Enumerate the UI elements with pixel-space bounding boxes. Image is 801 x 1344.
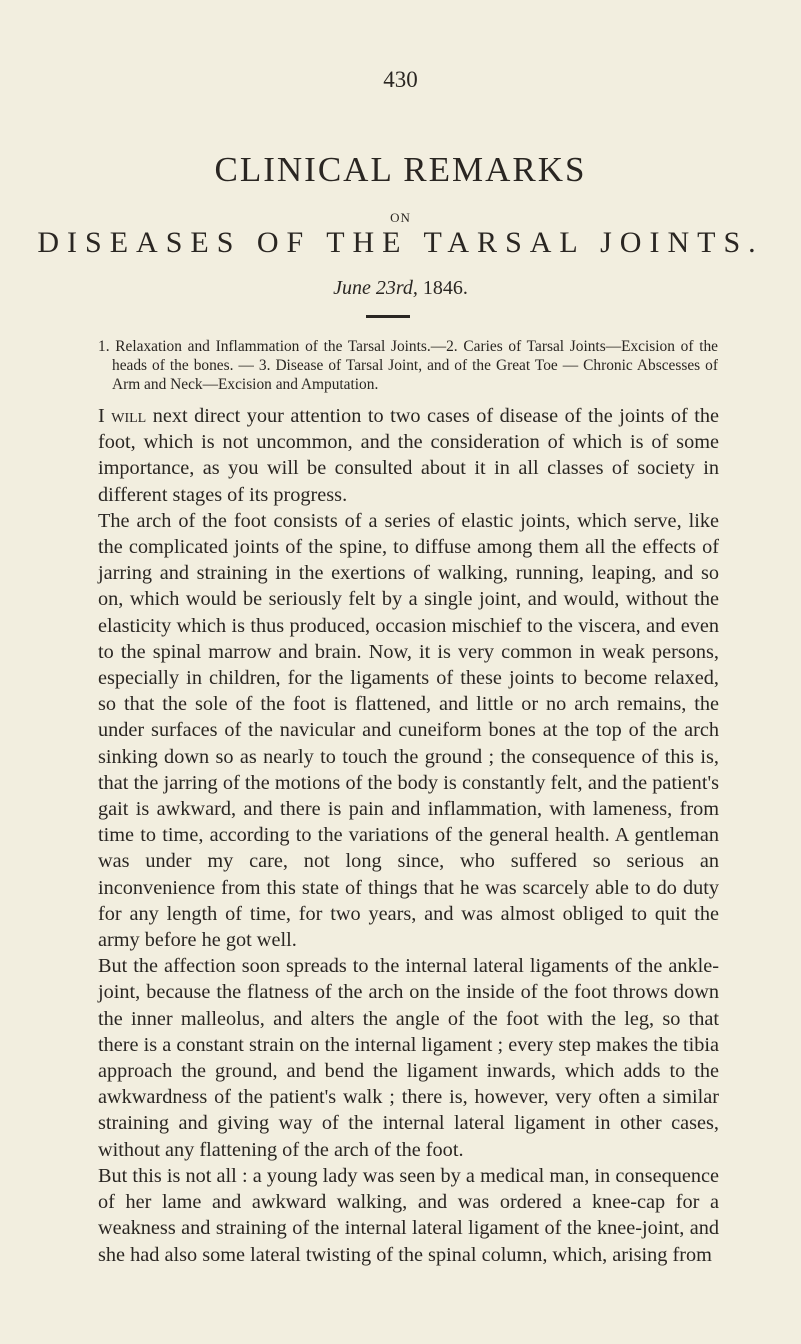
paragraph-3-text: But the affection soon spreads to the internal lateral ligaments of the ankle-joint, because the flatness of the arch on the inside of the foot throws down the inner malleolus, and alters the angle of the foot with the leg, so that there is a constant strain on the internal ligament ; every step makes the tibia approach the ground, and bend the ligament inwards, which adds to the awkwardness of the patient's walk ; there is, however, very often a similar straining and giving way of the internal lateral ligament in other cases, without any flattening of the arch of the foot. (98, 955, 719, 1161)
paragraph-1-text: next direct your attention to two cases of disease of the joints of the foot, which is not uncommon, and the consideration of which is of some importance, as you will be consulted about it in all classes of society in different stages of its progress. (98, 405, 719, 506)
paragraph-2-text: The arch of the foot consists of a series of elastic joints, which serve, like the complicated joints of the spine, to diffuse among them all the effects of jarring and straining in the exertions of walking, running, leaping, and so on, which would be seriously felt by a single joint, and would, without the elasticity which is thus produced, occasion mischief to the viscera, and even to the spinal marrow and brain. Now, it is very common in weak persons, especially in children, for the ligaments of these joints to become relaxed, so that the sole of the foot is flattened, and little or no arch remains, the under surfaces of the navicular and cuneiform bones at the top of the arch sinking down so as nearly to touch the ground ; the consequence of this is, that the jarring of the motions of the body is constantly felt, and the patient's gait is awkward, and there is pain and inflammation, with lameness, from time to time, according to the variations of the general health. A gentleman was under my care, not long since, who suffered so serious an inconvenience from this state of things that he was scarcely able to do duty for any length of time, for two years, and was almost obliged to quit the army before he got well. (98, 509, 719, 952)
lecture-date (0, 277, 801, 300)
chapter-subtitle: DISEASES OF THE TARSAL JOINTS. (37, 226, 764, 259)
paragraph-3 (98, 953, 719, 1163)
paragraph-4 (98, 1163, 719, 1268)
date-year: 1846. (422, 277, 468, 299)
paragraph-2 (98, 508, 719, 953)
summary-text: 1. Relaxation and Inflammation of the Tarsal Joints.—2. Caries of Tarsal Joints—Excision of the heads of the bones. — 3. Disease of Tarsal Joint, and of the Great Toe — Chronic Abscesses of Arm and Neck—Excision and Amputation. (98, 338, 718, 393)
chapter-summary (98, 337, 718, 394)
page-number: 430 (383, 67, 418, 92)
chapter-title: CLINICAL REMARKS (214, 150, 587, 189)
title-connector: ON (390, 210, 411, 225)
date-month: June (333, 277, 371, 299)
paragraph-1-lead: I will (98, 405, 147, 427)
body-text (98, 403, 719, 1268)
date-day: 23rd, (375, 277, 418, 299)
paragraph-1 (98, 403, 719, 508)
paragraph-4-text: But this is not all : a young lady was seen by a medical man, in consequence of her lame and awkward walking, and was ordered a knee-cap for a weakness and straining of the internal lateral ligament of the knee-joint, and she had also some lateral twisting of the spinal column, which, arising from (98, 1164, 719, 1266)
title-rule (366, 315, 410, 318)
